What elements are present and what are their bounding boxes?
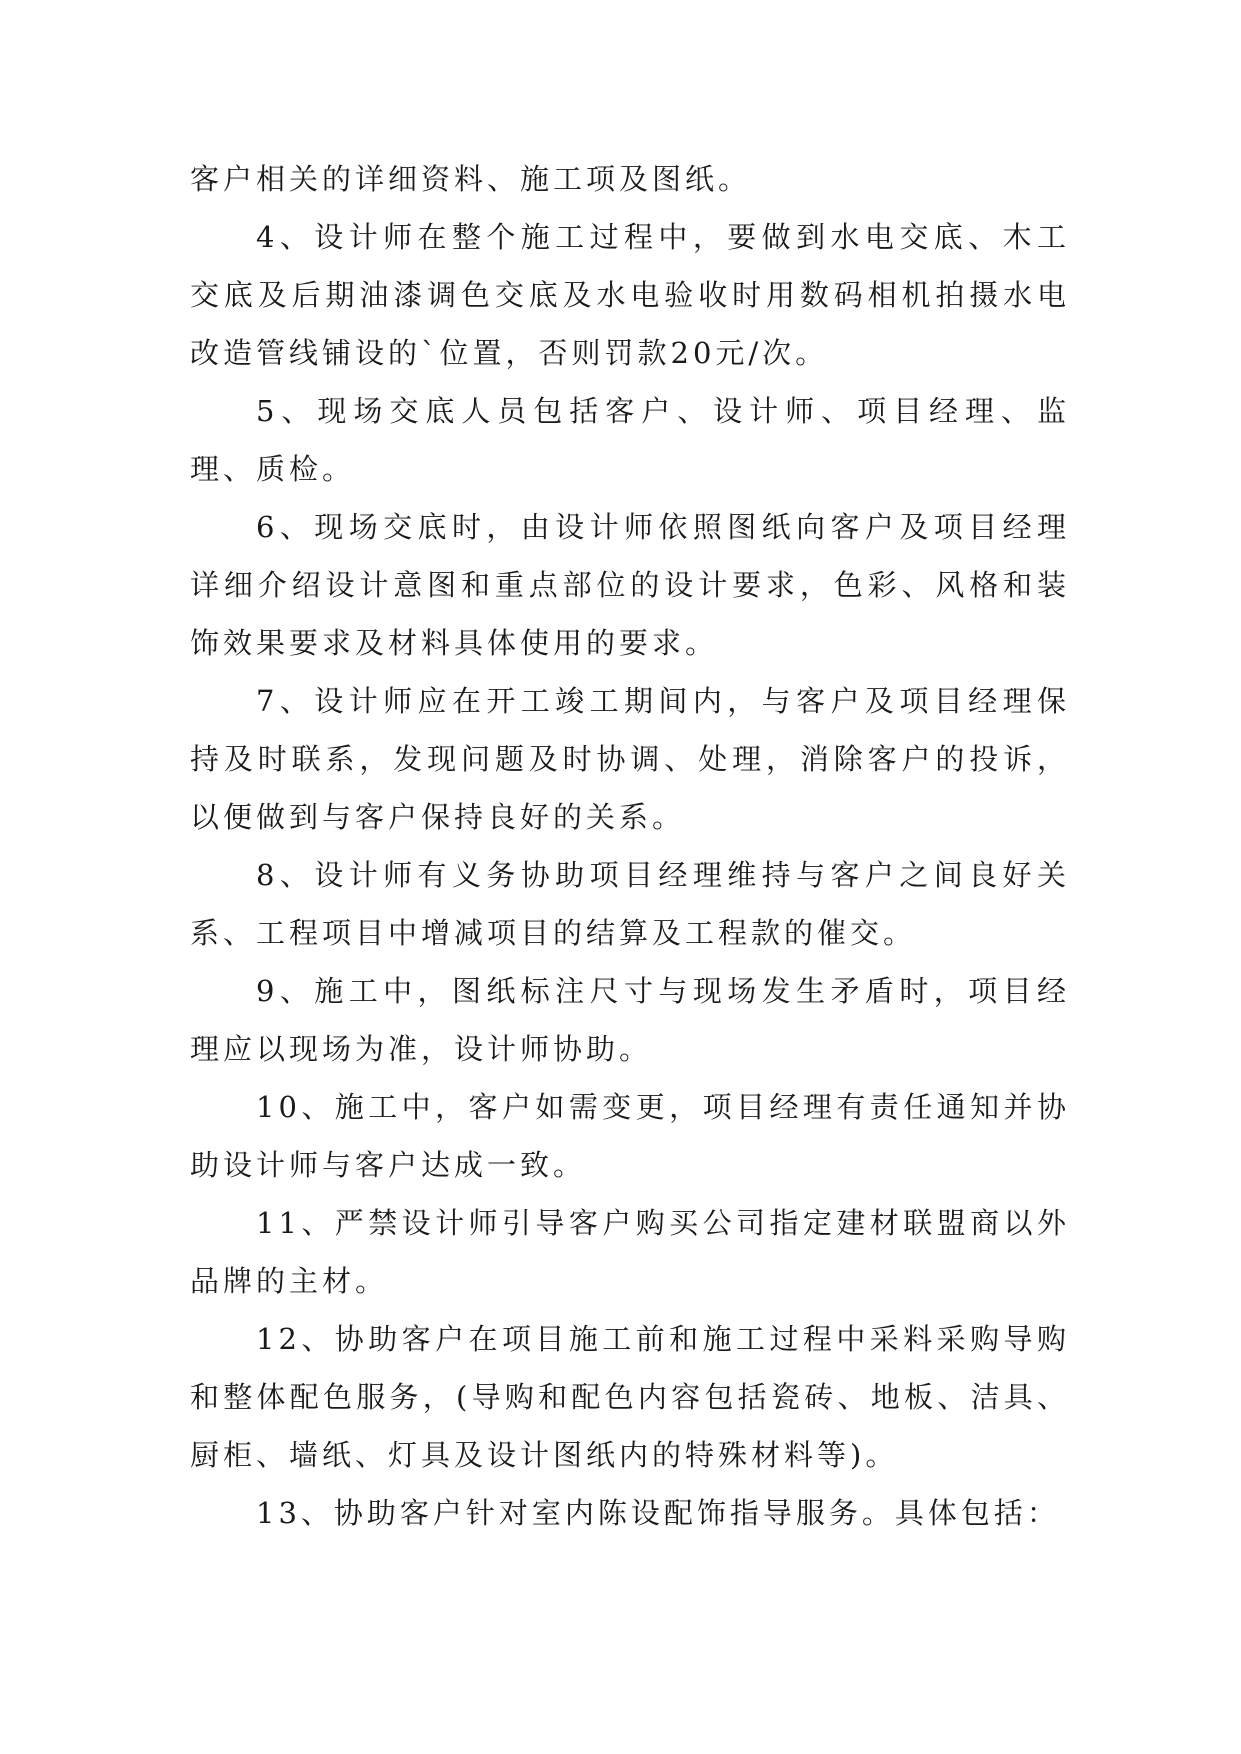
paragraph-item-6: 6、现场交底时，由设计师依照图纸向客户及项目经理详细介绍设计意图和重点部位的设计要求，色彩、风格和装饰效果要求及材料具体使用的要求。 [190,510,1070,660]
paragraph-item-7: 7、设计师应在开工竣工期间内，与客户及项目经理保持及时联系，发现问题及时协调、处理，消除客户的投诉，以便做到与客户保持良好的关系。 [190,684,1070,834]
paragraph-item-13: 13、协助客户针对室内陈设配饰指导服务。具体包括： [256,1496,1060,1530]
paragraph-item-8: 8、设计师有义务协助项目经理维持与客户之间良好关系、工程项目中增减项目的结算及工程款的催交。 [190,858,1070,950]
paragraph-item-10: 10、施工中，客户如需变更，项目经理有责任通知并协助设计师与客户达成一致。 [190,1090,1070,1182]
paragraph-item-9: 9、施工中，图纸标注尺寸与现场发生矛盾时，项目经理应以现场为准，设计师协助。 [190,974,1070,1066]
paragraph-continuation: 客户相关的详细资料、施工项及图纸。 [190,162,752,196]
paragraph-item-5: 5、现场交底人员包括客户、设计师、项目经理、监理、质检。 [190,394,1070,486]
paragraph-item-4: 4、设计师在整个施工过程中，要做到水电交底、木工交底及后期油漆调色交底及水电验收时用数码相机拍摄水电改造管线铺设的`位置，否则罚款20元/次。 [190,220,1070,370]
document-body [190,150,1070,1542]
paragraph-item-12: 12、协助客户在项目施工前和施工过程中采料采购导购和整体配色服务，(导购和配色内容包括瓷砖、地板、洁具、厨柜、墙纸、灯具及设计图纸内的特殊材料等)。 [190,1322,1070,1472]
paragraph-item-11: 11、严禁设计师引导客户购买公司指定建材联盟商以外品牌的主材。 [190,1206,1070,1298]
